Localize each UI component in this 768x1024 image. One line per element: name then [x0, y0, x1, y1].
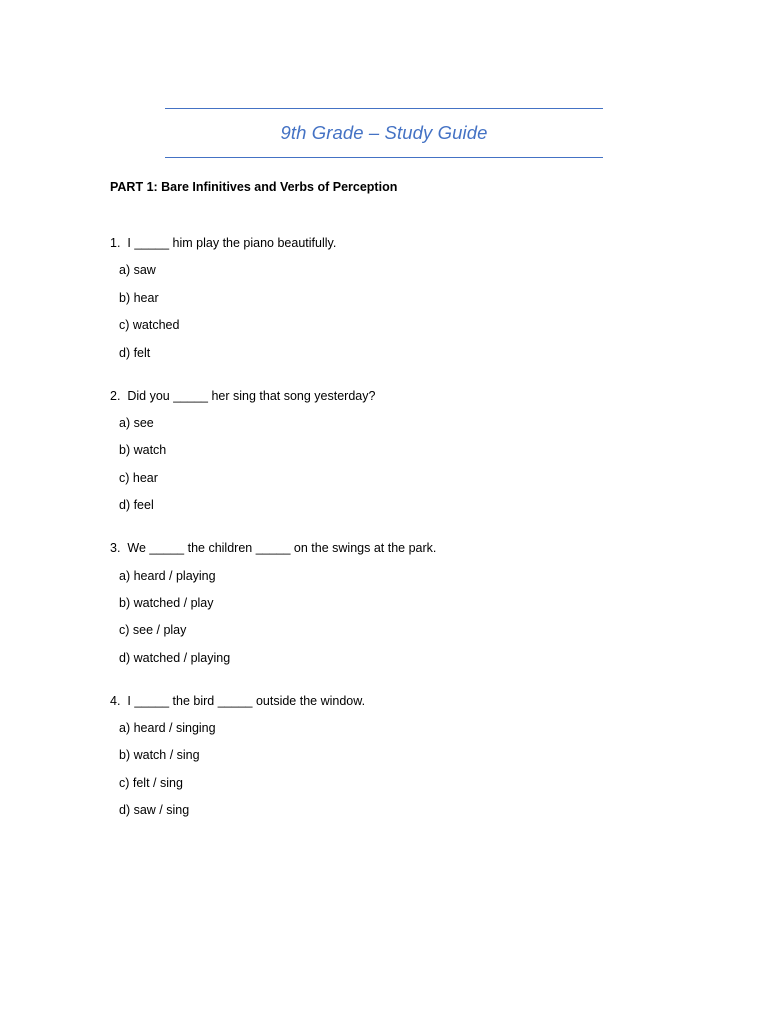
- option-c: c) felt / sing: [119, 775, 183, 790]
- question-1: [110, 235, 670, 361]
- question-list: [110, 235, 670, 845]
- option-b: b) hear: [119, 290, 159, 305]
- question-3: [110, 540, 670, 666]
- question-text: 3. We _____ the children _____ on the swings at the park.: [110, 541, 437, 556]
- option-d: d) saw / sing: [119, 803, 190, 818]
- question-2: [110, 388, 670, 514]
- document-title: 9th Grade – Study Guide: [280, 122, 488, 143]
- question-text: 4. I _____ the bird _____ outside the window.: [110, 693, 366, 708]
- option-d: d) feel: [119, 498, 154, 513]
- option-b: b) watch: [119, 443, 167, 458]
- option-d: d) watched / playing: [119, 650, 231, 665]
- option-a: a) heard / playing: [119, 568, 216, 583]
- option-a: a) saw: [119, 263, 156, 278]
- question-text: 2. Did you _____ her sing that song yesterday?: [110, 388, 376, 403]
- option-a: a) heard / singing: [119, 721, 216, 736]
- question-text: 1. I _____ him play the piano beautifully.: [110, 236, 337, 250]
- title-block: [165, 108, 603, 158]
- option-a: a) see: [119, 415, 154, 430]
- part-heading: PART 1: Bare Infinitives and Verbs of Perception: [110, 180, 398, 194]
- option-b: b) watch / sing: [119, 748, 200, 763]
- option-c: c) watched: [119, 318, 180, 333]
- option-d: d) felt: [119, 345, 151, 360]
- option-c: c) hear: [119, 470, 158, 485]
- option-c: c) see / play: [119, 623, 187, 638]
- option-b: b) watched / play: [119, 595, 214, 610]
- question-4: [110, 693, 670, 819]
